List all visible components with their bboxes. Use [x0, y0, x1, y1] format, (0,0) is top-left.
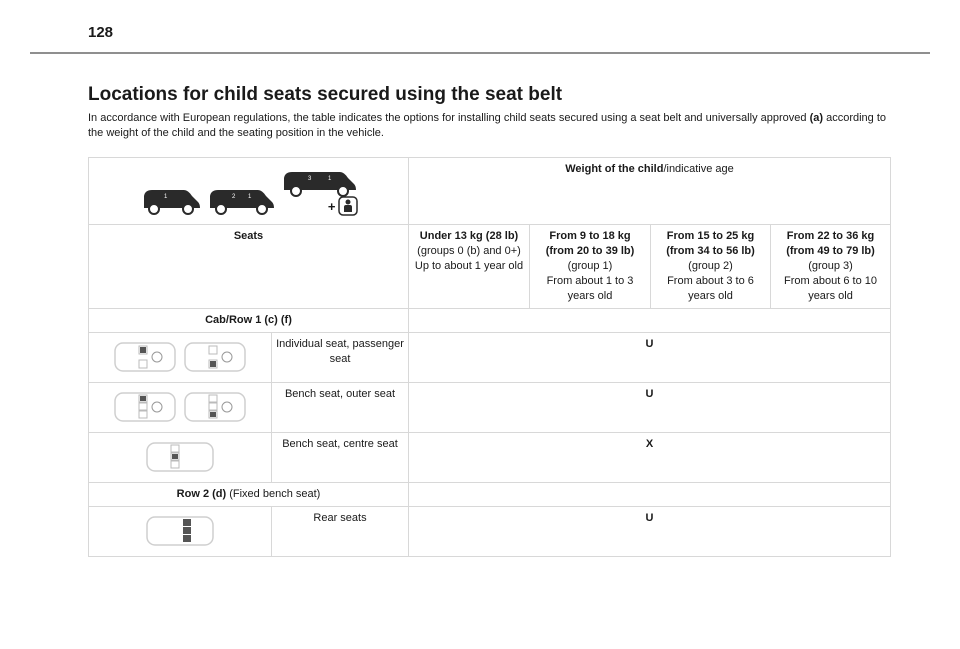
- car-seat-diagram-icon: [145, 513, 215, 549]
- group-weight: From 15 to 25 kg (from 34 to 56 lb): [666, 230, 755, 257]
- seat-diagram-cell: [89, 333, 272, 383]
- header-row: [89, 158, 891, 225]
- intro-paragraph: [88, 111, 888, 141]
- group-weight: Under 13 kg (28 lb): [419, 230, 519, 242]
- svg-text:1: 1: [327, 176, 331, 182]
- suitability-value: U: [409, 333, 891, 383]
- weight-heading: Weight of the child: [565, 163, 664, 175]
- weight-heading-cell: [409, 158, 891, 225]
- header-rule: [30, 52, 930, 54]
- car-seat-diagram-icon: [145, 439, 215, 475]
- section-label-row2-bold: Row 2 (d): [176, 488, 227, 500]
- group-column-3: [651, 225, 771, 309]
- group-column-4: [771, 225, 891, 309]
- seat-position: Bench seat, outer seat: [272, 383, 409, 433]
- seat-position: Bench seat, centre seat: [272, 433, 409, 483]
- seats-column-heading: Seats: [89, 225, 409, 309]
- section-label-row1: Cab/Row 1 (c) (f): [89, 309, 409, 333]
- van-long-icon: [280, 168, 358, 198]
- group-age: From about 1 to 3 years old: [546, 275, 634, 302]
- seat-position: Individual seat, passenger seat: [272, 333, 409, 383]
- table-row: [89, 383, 891, 433]
- group-weight: From 9 to 18 kg (from 20 to 39 lb): [545, 230, 635, 257]
- group-label: (groups 0 (b) and 0+): [417, 245, 521, 257]
- group-age: Up to about 1 year old: [414, 260, 524, 272]
- group-weight: From 22 to 36 kg (from 49 to 79 lb): [786, 230, 875, 257]
- svg-text:1: 1: [163, 194, 167, 200]
- page-title: Locations for child seats secured using the seat belt: [88, 84, 563, 105]
- table-row: [89, 333, 891, 383]
- suitability-value: U: [409, 507, 891, 557]
- suitability-value: U: [409, 383, 891, 433]
- section-blank: [409, 483, 891, 507]
- car-seat-diagram-icon: [183, 389, 247, 425]
- group-label: (group 3): [808, 260, 853, 272]
- column-heading-row: [89, 225, 891, 309]
- child-seat-table: [88, 157, 891, 557]
- van-short-icon: [140, 186, 202, 216]
- table-row: [89, 507, 891, 557]
- svg-text:2: 2: [231, 194, 235, 200]
- intro-text-end: according to the weight of the child and the seating position in the vehicle.: [88, 112, 887, 139]
- plus-sign: +: [327, 198, 336, 214]
- group-column-1: [409, 225, 530, 309]
- seat-diagram-cell: [89, 507, 272, 557]
- age-heading: /indicative age: [663, 163, 734, 175]
- page-number: 128: [88, 24, 114, 41]
- van-medium-icon: [206, 186, 276, 216]
- extra-seat-icon: [338, 196, 358, 216]
- vehicle-icons-cell: [89, 158, 409, 225]
- seat-diagram-cell: [89, 383, 272, 433]
- seat-diagram-cell: [89, 433, 272, 483]
- section-row-1: [89, 309, 891, 333]
- section-blank: [409, 309, 891, 333]
- group-label: (group 1): [567, 260, 613, 272]
- table-row: [89, 433, 891, 483]
- svg-text:3: 3: [307, 176, 311, 182]
- seat-position: Rear seats: [272, 507, 409, 557]
- group-age: From about 3 to 6 years old: [667, 275, 754, 302]
- section-label-row2-rest: (Fixed bench seat): [226, 488, 321, 500]
- svg-text:1: 1: [247, 194, 251, 200]
- car-seat-diagram-icon: [113, 339, 177, 375]
- group-age: From about 6 to 10 years old: [784, 275, 877, 302]
- car-seat-diagram-icon: [183, 339, 247, 375]
- group-column-2: [530, 225, 651, 309]
- intro-note-ref: (a): [809, 112, 824, 124]
- section-label-row2: [89, 483, 409, 507]
- section-row-2: [89, 483, 891, 507]
- group-label: (group 2): [688, 260, 733, 272]
- car-seat-diagram-icon: [113, 389, 177, 425]
- suitability-value: X: [409, 433, 891, 483]
- intro-text: In accordance with European regulations, the table indicates the options for installing child seats secured using a seat belt and universally approved: [88, 112, 807, 124]
